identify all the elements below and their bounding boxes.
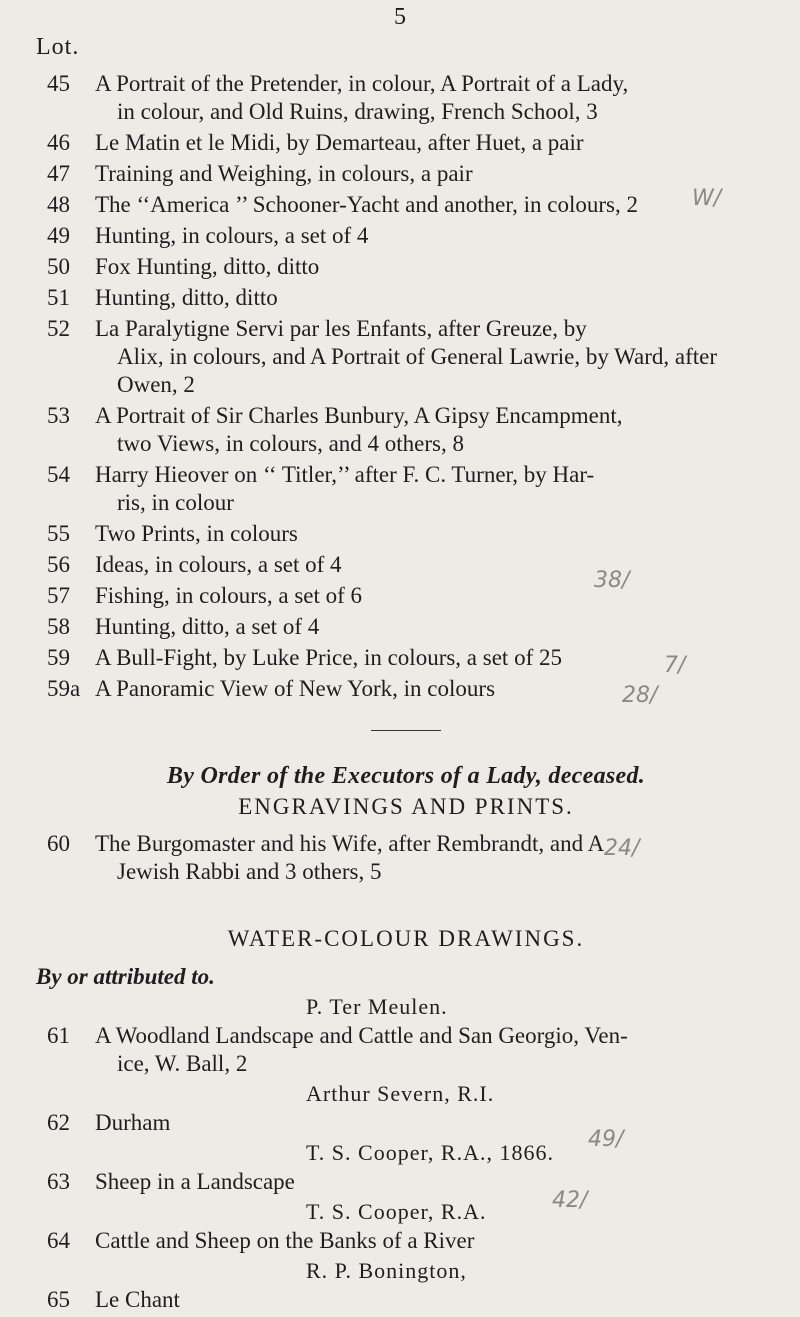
lot-number: 59a [47, 676, 81, 701]
lot-entry [36, 582, 776, 610]
lot-description: Fox Hunting, ditto, ditto [95, 254, 320, 279]
lot-entry [36, 160, 776, 188]
lot-entry [36, 402, 776, 458]
lot-number: 58 [47, 614, 70, 639]
lot-entry [36, 1022, 776, 1078]
lot-description: Fishing, in colours, a set of 6 [95, 583, 363, 608]
lot-description: Le Chant [95, 1287, 180, 1312]
lot-entry [36, 461, 776, 517]
lot-description: The Burgomaster and his Wife, after Rembrandt, and A [95, 831, 605, 856]
lot-description: Harry Hieover on ‘‘ Titler,’’ after F. C. Turner, by Har- [95, 462, 595, 487]
artist-name: Arthur Severn, R.I. [306, 1081, 495, 1106]
section-divider [371, 730, 441, 731]
lot-description: A Panoramic View of New York, in colours [95, 676, 496, 701]
pencil-annotation: 49/ [588, 1127, 624, 1152]
lot-entry [36, 1168, 776, 1196]
pencil-annotation: 28/ [622, 683, 658, 708]
lot-number: 54 [47, 462, 70, 487]
lot-number: 50 [47, 254, 70, 279]
lot-description: The ‘‘America ’’ Schooner-Yacht and another, in colours, 2 [95, 192, 638, 217]
pencil-annotation: 24/ [604, 836, 640, 861]
lot-entry [36, 520, 776, 548]
lot-entry [36, 551, 776, 579]
lot-entry [36, 222, 776, 250]
lot-description: A Portrait of Sir Charles Bunbury, A Gipsy Encampment, [95, 403, 623, 428]
lot-number: 53 [47, 403, 70, 428]
lot-description-continued: Alix, in colours, and A Portrait of General Lawrie, by Ward, after Owen, 2 [117, 344, 718, 397]
lot-description: Cattle and Sheep on the Banks of a River [95, 1228, 475, 1253]
lot-description: Hunting, ditto, ditto [95, 285, 278, 310]
lot-number: 65 [47, 1287, 70, 1312]
lot-number: 45 [47, 71, 70, 96]
lot-description: Training and Weighing, in colours, a pair [95, 161, 473, 186]
artist-name: R. P. Bonington, [306, 1258, 467, 1283]
lot-description-continued: ris, in colour [117, 490, 234, 515]
pencil-annotation: 42/ [552, 1188, 588, 1213]
pencil-annotation: W/ [692, 186, 722, 211]
lot-number: 49 [47, 223, 70, 248]
lot-entry [36, 191, 776, 219]
lot-number: 55 [47, 521, 70, 546]
lot-description: Ideas, in colours, a set of 4 [95, 552, 342, 577]
lot-entry [36, 253, 776, 281]
lot-number: 61 [47, 1023, 70, 1048]
lot-number: 60 [47, 831, 70, 856]
lot-description: Hunting, ditto, a set of 4 [95, 614, 320, 639]
lot-description: Sheep in a Landscape [95, 1169, 295, 1194]
lot-number: 47 [47, 161, 70, 186]
lot-entry [36, 70, 776, 126]
lot-description-continued: in colour, and Old Ruins, drawing, French School, 3 [117, 99, 598, 124]
lot-entry [36, 675, 776, 703]
lot-number: 52 [47, 316, 70, 341]
lot-column-header: Lot. [36, 34, 80, 60]
lot-description: A Portrait of the Pretender, in colour, A Portrait of a Lady, [95, 71, 629, 96]
lot-description: A Bull-Fight, by Luke Price, in colours, a set of 25 [95, 645, 562, 670]
lot-number: 64 [47, 1228, 70, 1253]
artist-name: T. S. Cooper, R.A. [306, 1199, 487, 1224]
lot-description-continued: ice, W. Ball, 2 [117, 1051, 248, 1076]
lot-list [36, 70, 776, 1317]
lot-entry [36, 129, 776, 157]
artist-name: P. Ter Meulen. [306, 994, 448, 1019]
lot-number: 57 [47, 583, 70, 608]
lot-number: 59 [47, 645, 70, 670]
lot-entry [36, 1286, 776, 1314]
lot-entry [36, 284, 776, 312]
lot-entry [36, 315, 776, 399]
lot-entry [36, 613, 776, 641]
lot-description: Durham [95, 1110, 171, 1135]
sale-order-line: By Order of the Executors of a Lady, deceased. [166, 763, 646, 789]
lot-description: Two Prints, in colours [95, 521, 298, 546]
pencil-annotation: 38/ [594, 568, 630, 593]
lot-number: 56 [47, 552, 70, 577]
attribution-note: By or attributed to. [36, 964, 215, 989]
lot-description-continued: Jewish Rabbi and 3 others, 5 [117, 859, 382, 884]
lot-description: Hunting, in colours, a set of 4 [95, 223, 369, 248]
lot-number: 48 [47, 192, 70, 217]
lot-number: 51 [47, 285, 70, 310]
pencil-annotation: 7/ [664, 653, 686, 678]
lot-entry [36, 1227, 776, 1255]
lot-description: La Paralytigne Servi par les Enfants, after Greuze, by [95, 316, 587, 341]
artist-name: T. S. Cooper, R.A., 1866. [306, 1140, 554, 1165]
lot-entry [36, 830, 776, 886]
section-heading-watercolour: WATER-COLOUR DRAWINGS. [227, 926, 585, 951]
lot-description: A Woodland Landscape and Cattle and San Georgio, Ven- [95, 1023, 628, 1048]
lot-description-continued: two Views, in colours, and 4 others, 8 [117, 431, 464, 456]
lot-entry [36, 1109, 776, 1137]
lot-number: 62 [47, 1110, 70, 1135]
lot-description: Le Matin et le Midi, by Demarteau, after Huet, a pair [95, 130, 584, 155]
section-heading-engravings: ENGRAVINGS AND PRINTS. [238, 794, 574, 819]
lot-number: 46 [47, 130, 70, 155]
page-number: 5 [394, 4, 406, 30]
lot-number: 63 [47, 1169, 70, 1194]
